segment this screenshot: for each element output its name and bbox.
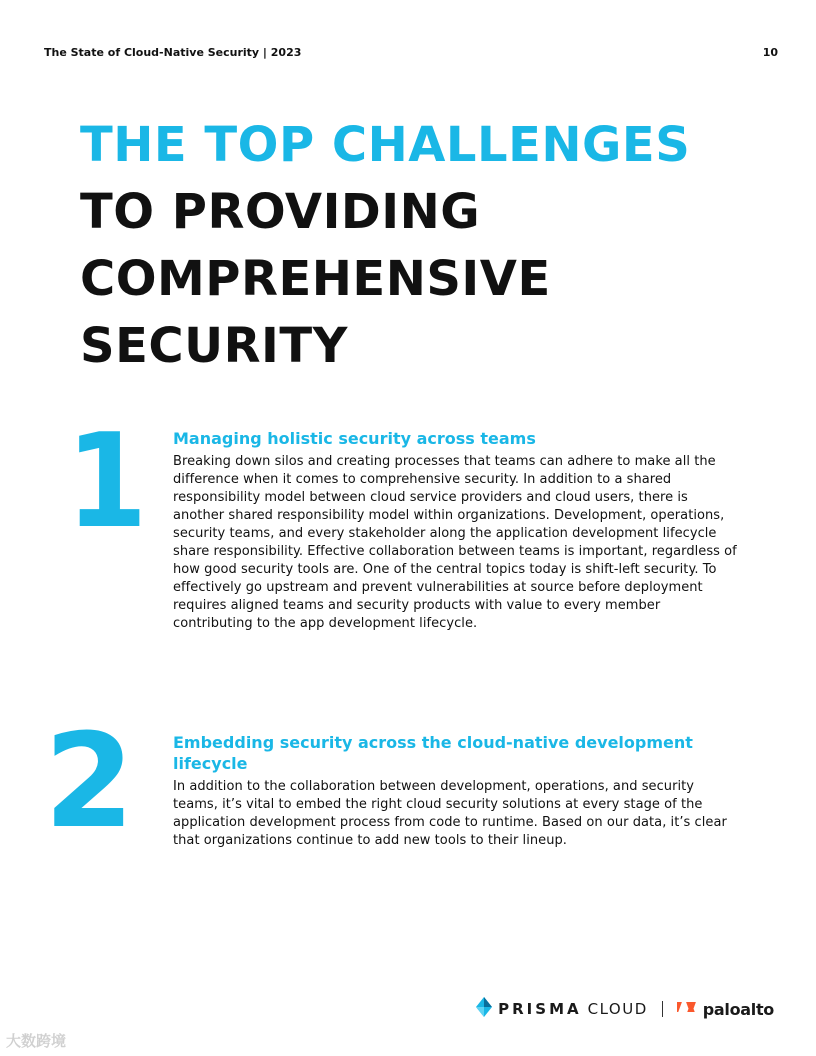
paloalto-wordmark: paloalto bbox=[702, 999, 774, 1019]
section-2-number: 2 bbox=[44, 705, 135, 857]
prisma-cloud-logo-icon bbox=[476, 997, 492, 1021]
section-2-title: Embedding security across the cloud-native development lifecycle bbox=[173, 733, 693, 773]
paloalto-logo bbox=[677, 999, 774, 1019]
headline-line-4: SECURITY bbox=[80, 318, 348, 374]
headline-line-2: TO PROVIDING bbox=[80, 184, 481, 240]
report-title: The State of Cloud-Native Security | 2023 bbox=[44, 46, 302, 59]
section-1 bbox=[173, 428, 738, 633]
headline-line-3: COMPREHENSIVE bbox=[80, 251, 551, 307]
section-1-title: Managing holistic security across teams bbox=[173, 429, 536, 448]
section-1-number: 1 bbox=[66, 405, 148, 557]
section-2-body: In addition to the collaboration between development, operations, and security teams, it’s vital to embed the right cloud security solutions at every stage of the application development process from code to runtime. Based on our data, it’s clear that organizations continue to add new tools to their lineup. bbox=[173, 779, 727, 848]
cloud-wordmark: CLOUD bbox=[587, 1000, 648, 1018]
section-1-body: Breaking down silos and creating processes that teams can adhere to make all the difference when it comes to comprehensive security. In addition to a shared responsibility model between cloud service providers and cloud users, there is another shared responsibility model within organizations. Development, operations, security teams, and every stakeholder along the application development lifecycle share responsibility. Effective collaboration between teams is important, regardless of how good security tools are. One of the central topics today is shift-left security. To effectively go upstream and prevent vulnerabilities at source before deployment requires aligned teams and security products with value to every member contributing to the app development lifecycle. bbox=[173, 454, 737, 631]
watermark: 大数跨境 bbox=[6, 1032, 67, 1050]
page-headline bbox=[80, 112, 780, 380]
footer-logos bbox=[476, 996, 774, 1022]
footer-divider bbox=[662, 1001, 663, 1017]
page-number: 10 bbox=[762, 46, 778, 59]
prisma-cloud-logo bbox=[476, 997, 648, 1021]
prisma-wordmark: PRISMA bbox=[498, 1000, 582, 1018]
headline-line-1: THE TOP CHALLENGES bbox=[80, 117, 691, 173]
paloalto-logo-icon bbox=[677, 999, 699, 1019]
section-2 bbox=[173, 732, 738, 850]
